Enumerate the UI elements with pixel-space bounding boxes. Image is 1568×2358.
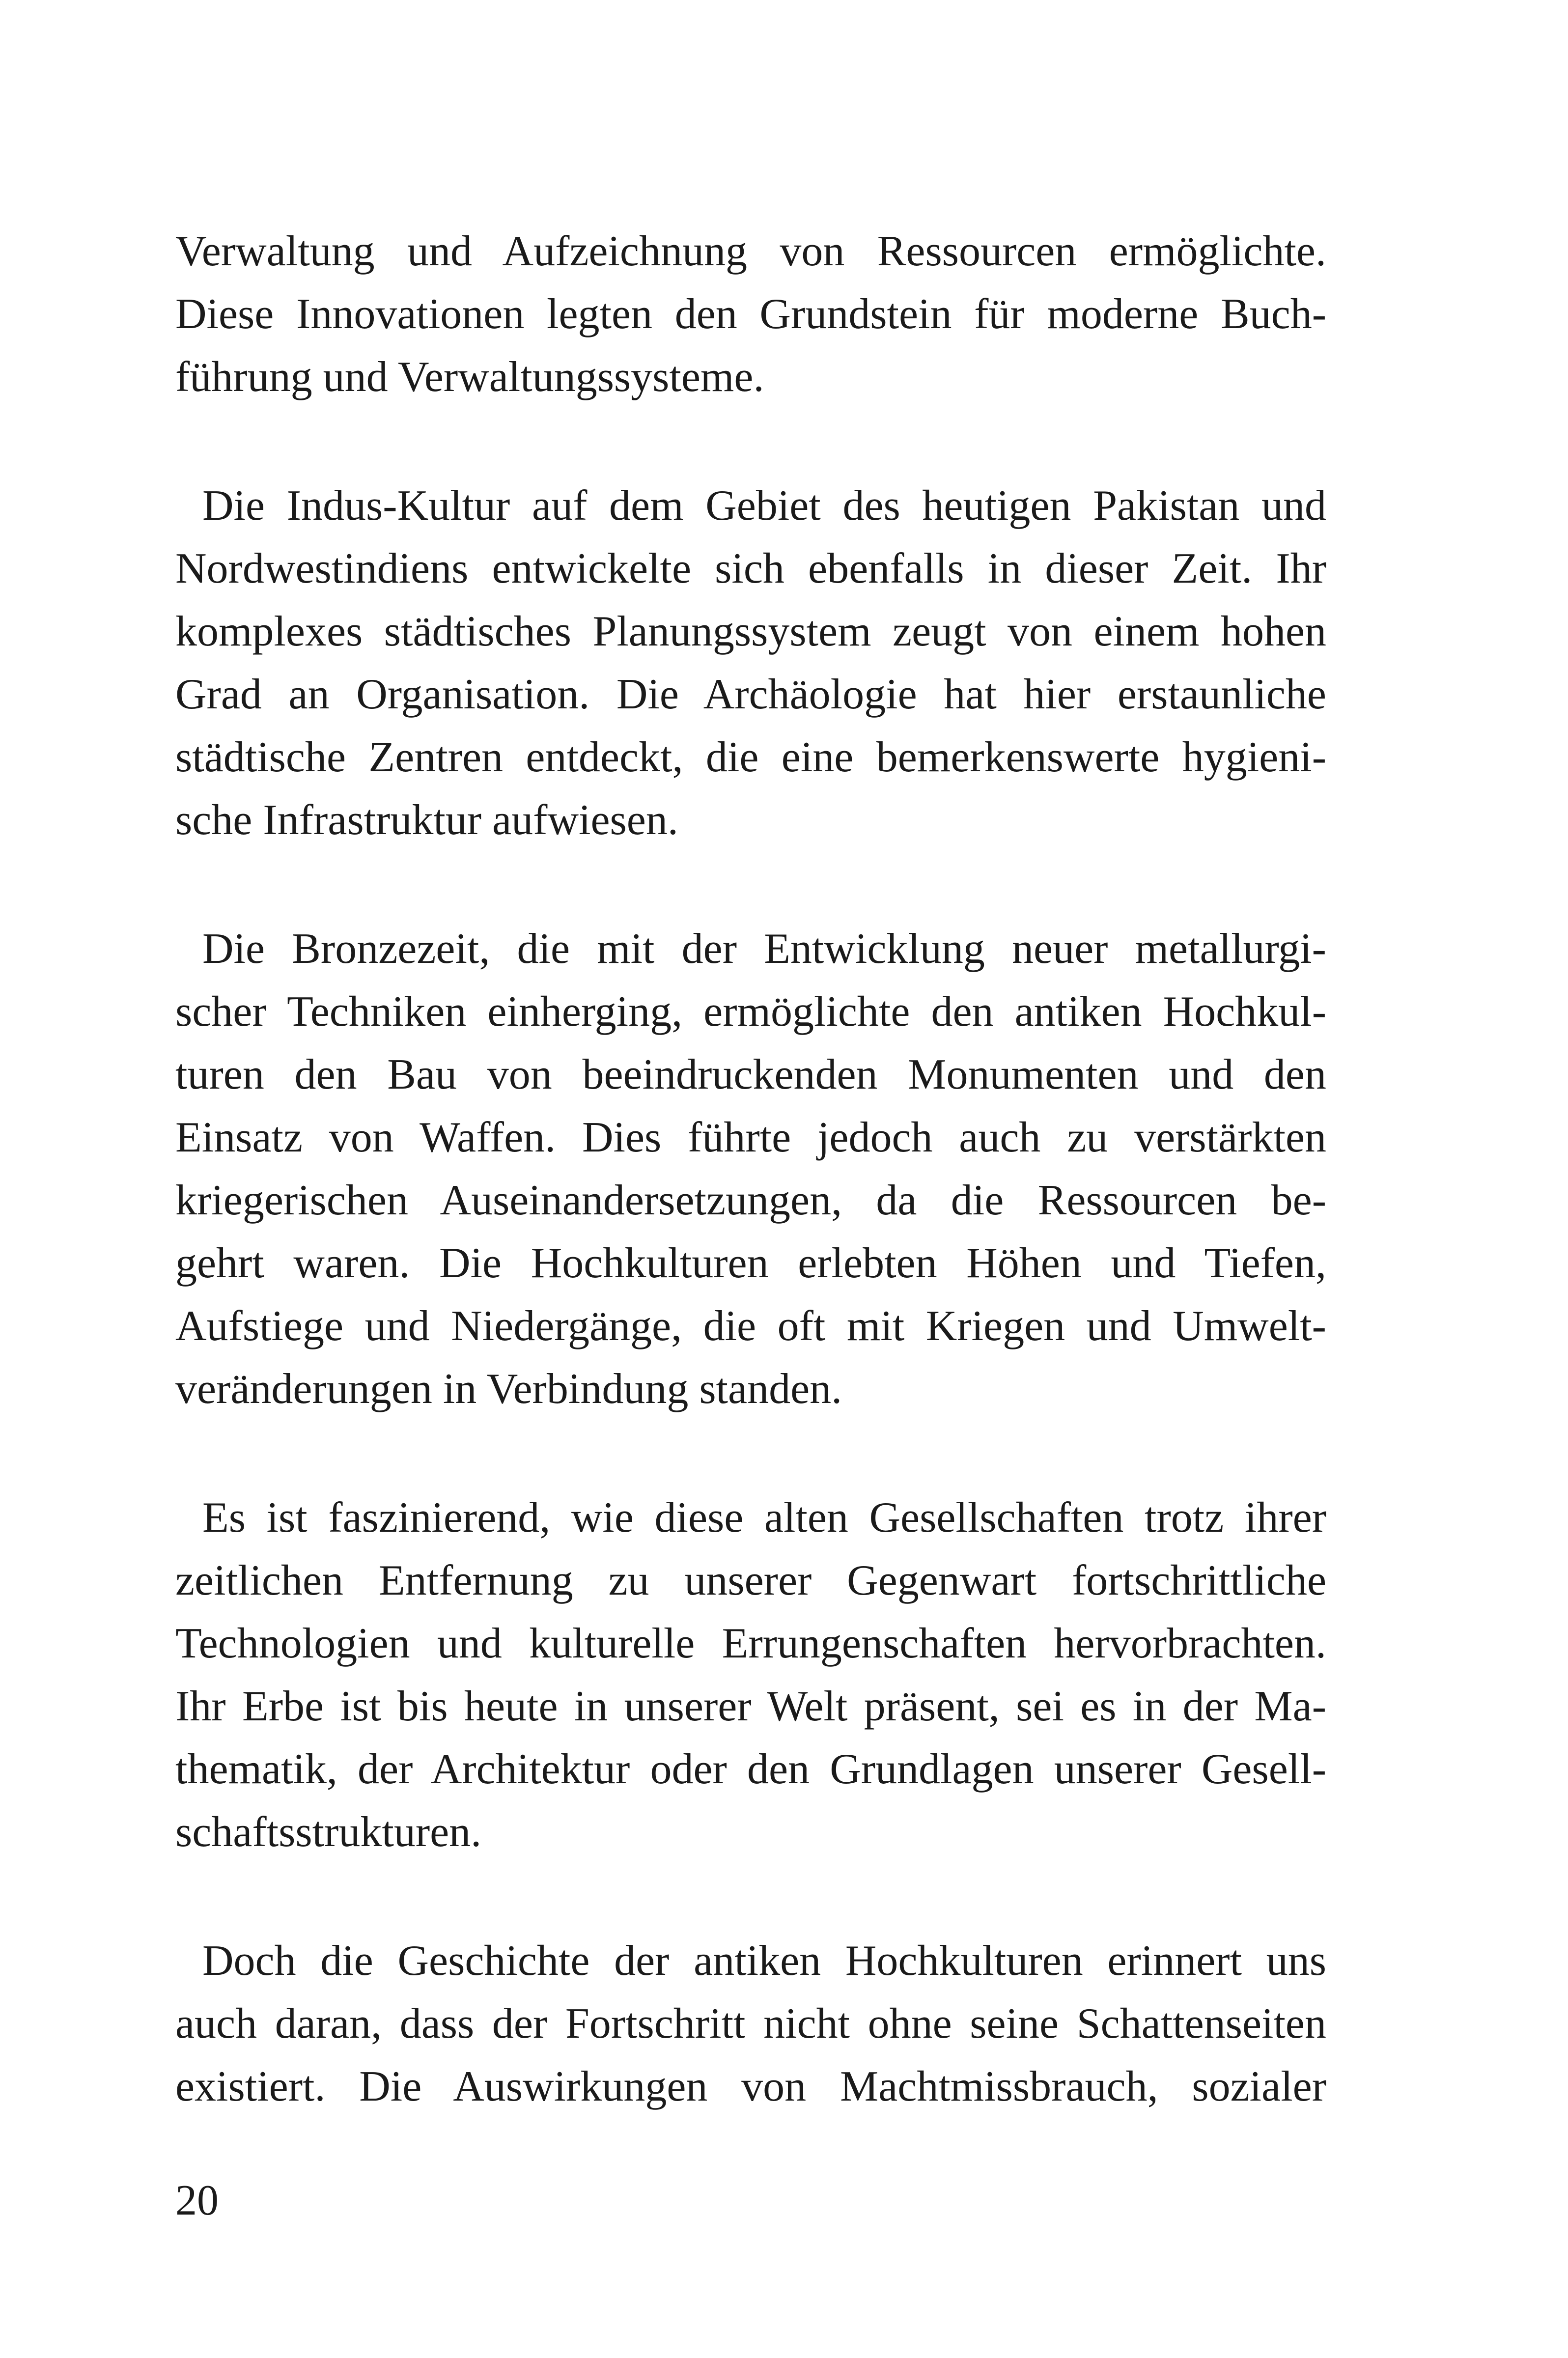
- text-line: Aufstiege und Niedergänge, die oft mit Kriegen und Umwelt-: [175, 1302, 1326, 1350]
- page-number: 20: [175, 2177, 219, 2224]
- text-line: Die Indus-Kultur auf dem Gebiet des heutigen Pakistan und: [202, 482, 1326, 530]
- text-line: Es ist faszinierend, wie diese alten Gesellschaften trotz ihrer: [202, 1494, 1326, 1542]
- text-line: Ihr Erbe ist bis heute in unserer Welt präsent, sei es in der Ma-: [175, 1683, 1326, 1730]
- text-line: Doch die Geschichte der antiken Hochkulturen erinnert uns: [202, 1937, 1326, 1985]
- text-line: Technologien und kulturelle Errungenschaften hervorbrachten.: [175, 1620, 1326, 1667]
- text-line: thematik, der Architektur oder den Grundlagen unserer Gesell-: [175, 1745, 1326, 1793]
- text-line: gehrt waren. Die Hochkulturen erlebten Höhen und Tiefen,: [175, 1239, 1326, 1287]
- text-line: auch daran, dass der Fortschritt nicht ohne seine Schattenseiten: [175, 2000, 1326, 2048]
- text-line: Verwaltung und Aufzeichnung von Ressourcen ermöglichte.: [175, 227, 1326, 275]
- text-line: Einsatz von Waffen. Dies führte jedoch auch zu verstärkten: [175, 1114, 1326, 1161]
- text-line: kriegerischen Auseinandersetzungen, da die Ressourcen be-: [175, 1177, 1326, 1224]
- text-line: existiert. Die Auswirkungen von Machtmissbrauch, sozialer: [175, 2063, 1326, 2110]
- text-line: turen den Bau von beeindruckenden Monumenten und den: [175, 1051, 1326, 1098]
- text-line: Diese Innovationen legten den Grundstein für moderne Buch-: [175, 290, 1326, 338]
- text-line: schaftsstrukturen.: [175, 1808, 482, 1856]
- text-line: sche Infrastruktur aufwiesen.: [175, 796, 678, 844]
- text-line: zeitlichen Entfernung zu unserer Gegenwart fortschrittliche: [175, 1557, 1326, 1604]
- text-line: Nordwestindiens entwickelte sich ebenfalls in dieser Zeit. Ihr: [175, 545, 1326, 592]
- text-line: führung und Verwaltungssysteme.: [175, 353, 764, 401]
- text-line: veränderungen in Verbindung standen.: [175, 1365, 842, 1413]
- text-line: Die Bronzezeit, die mit der Entwicklung neuer metallurgi-: [202, 925, 1326, 973]
- text-line: komplexes städtisches Planungssystem zeugt von einem hohen: [175, 608, 1326, 655]
- text-line: scher Techniken einherging, ermöglichte den antiken Hochkul-: [175, 988, 1326, 1036]
- text-line: städtische Zentren entdeckt, die eine bemerkenswerte hygieni-: [175, 733, 1326, 781]
- text-line: Grad an Organisation. Die Archäologie hat hier erstaunliche: [175, 671, 1326, 718]
